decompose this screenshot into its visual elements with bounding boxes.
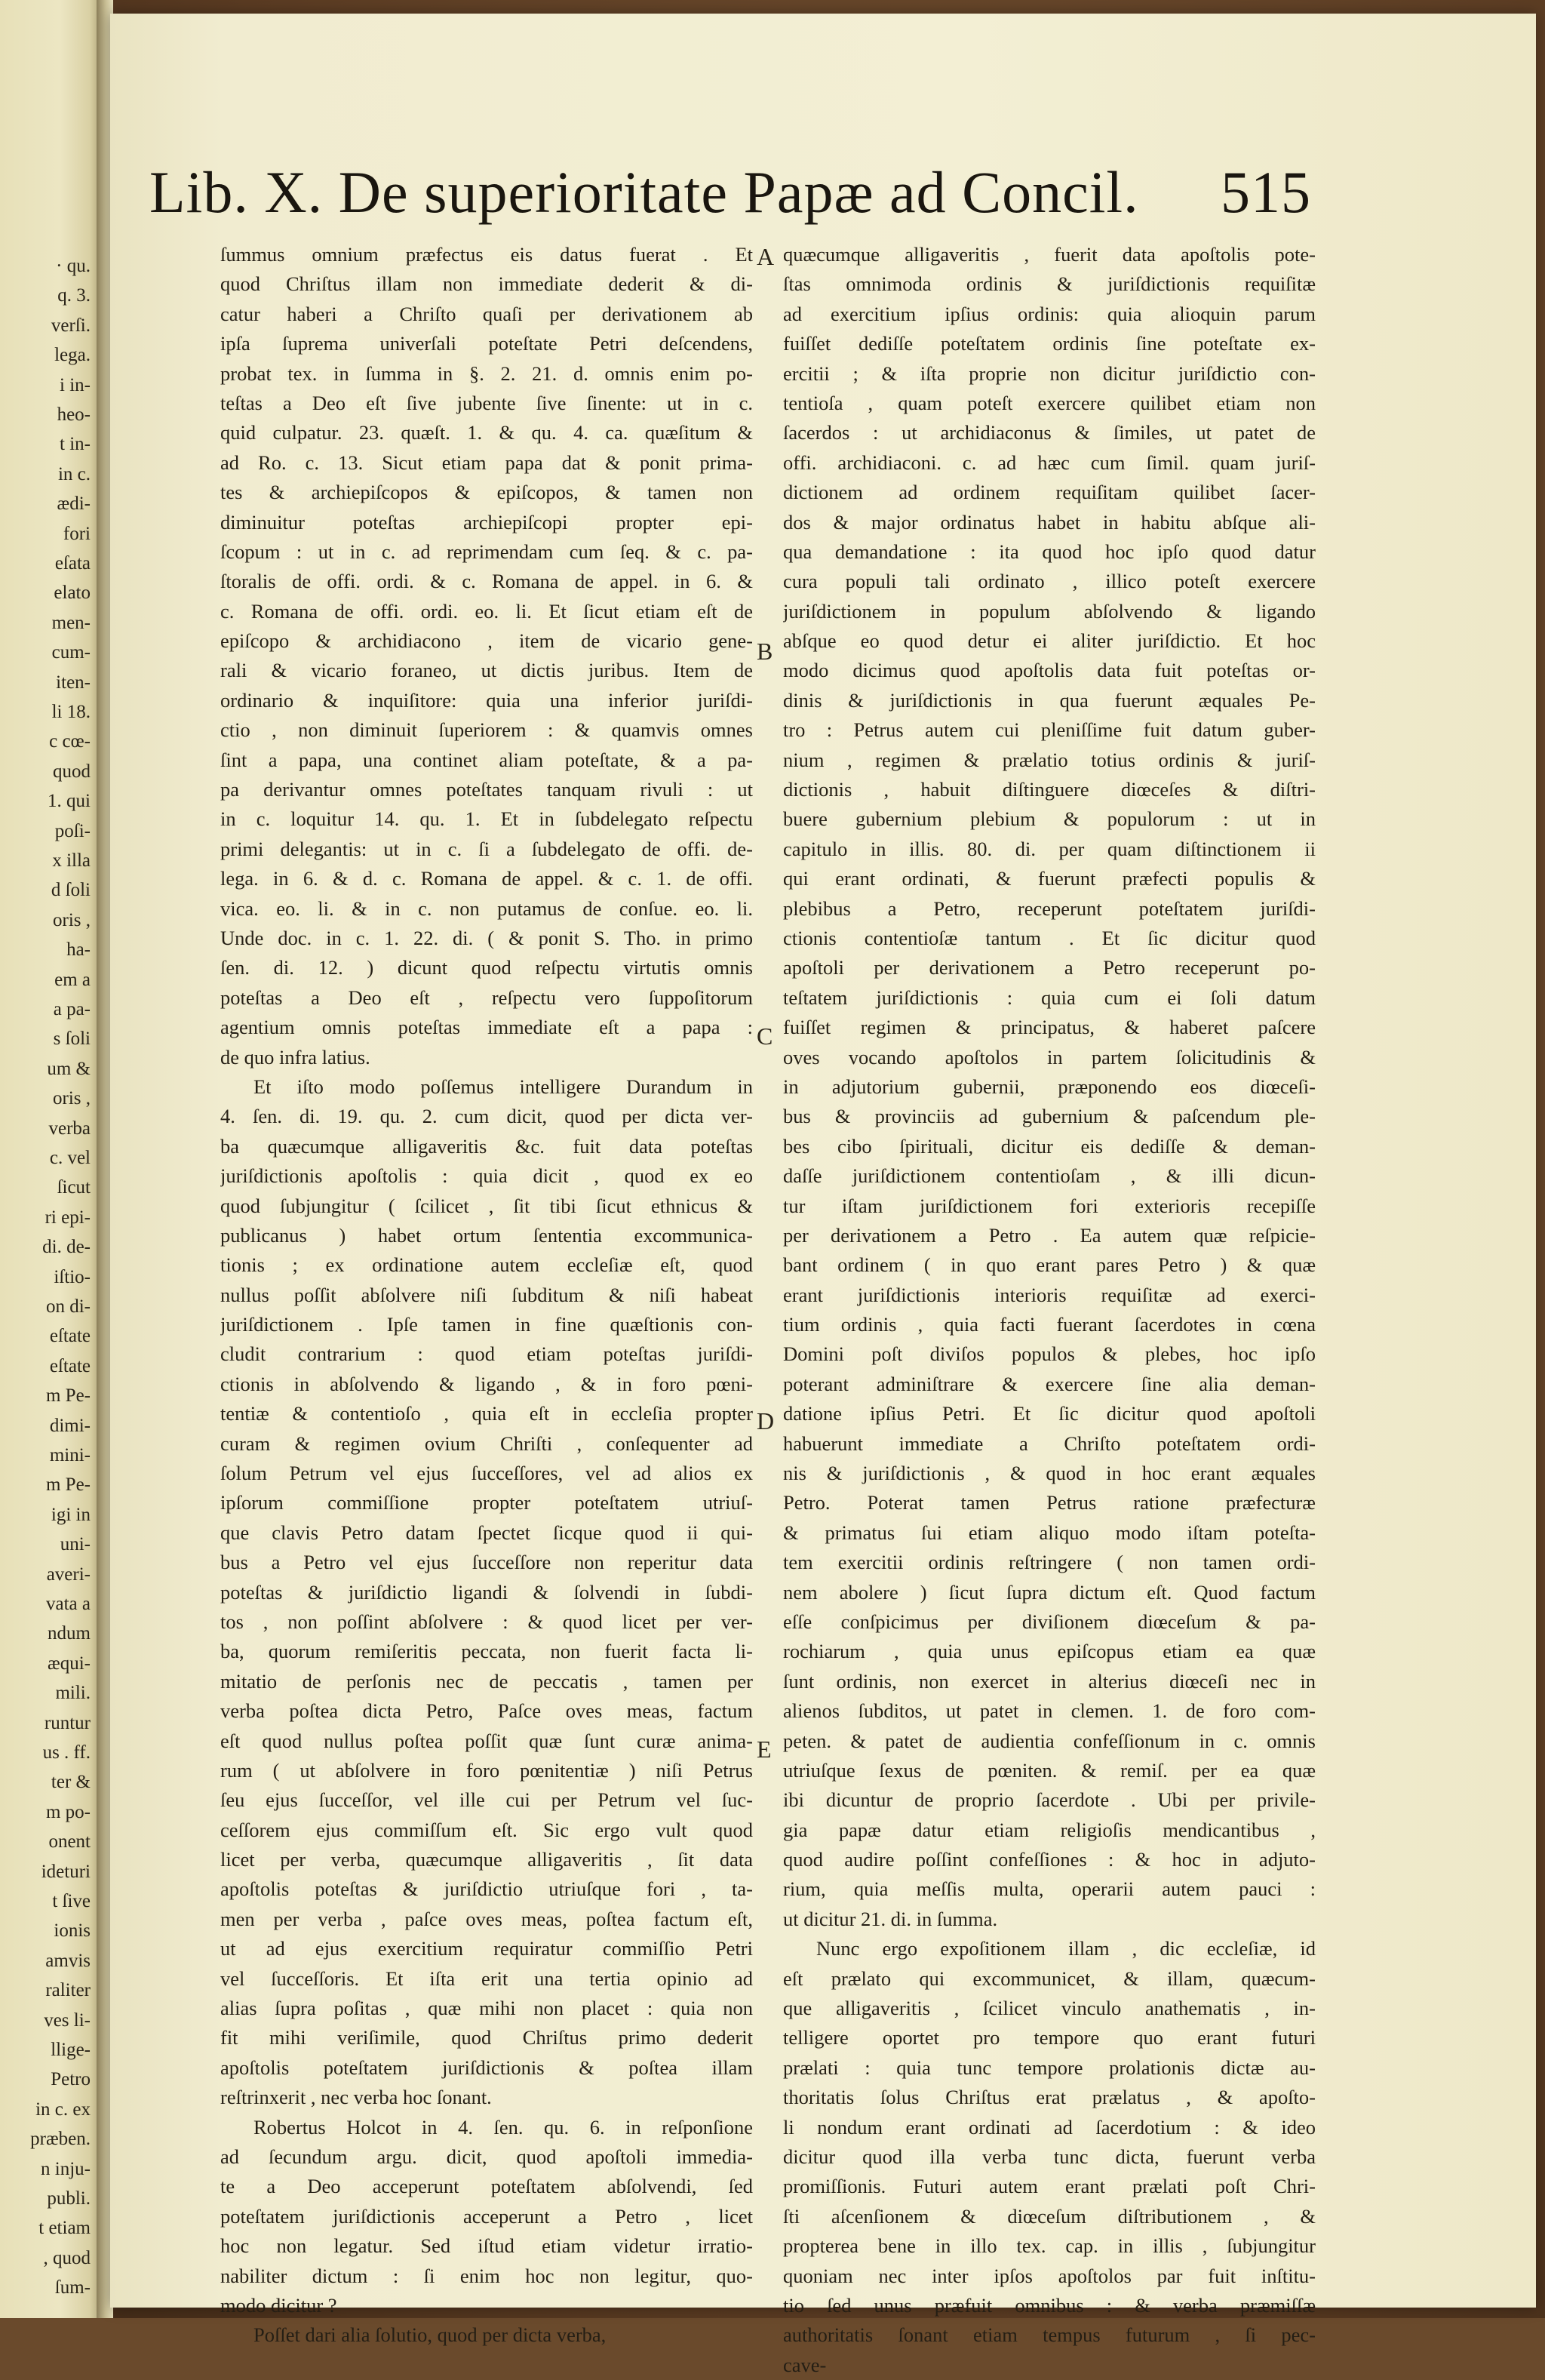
text-line: eſt quod nullus poſtea poſſit quæ ſunt curæ anima- [220, 1729, 753, 1752]
margin-marker: D [757, 1407, 775, 1434]
left-page-fragment: oris , [53, 1088, 91, 1109]
text-line: modo dicimus quod apoſtolis data fuit poteſtas or- [783, 659, 1316, 682]
text-line: rochiarum , quia unus epiſcopus etiam ea quæ [783, 1640, 1316, 1663]
left-page-fragment: cum- [51, 642, 91, 663]
text-line: vel ſucceſſoris. Et iſta erit una tertia opinio ad [220, 1966, 753, 1990]
left-page-fragment: t in- [60, 434, 91, 455]
left-page-fragment: averi- [46, 1564, 91, 1585]
text-line: tentioſa , quam poteſt exercere quilibet etiam non [783, 391, 1316, 414]
text-line: eſt prælato qui excommunicet, & illam, quæcum- [783, 1966, 1316, 1990]
text-line: lega. in 6. & d. c. Romana de appel. & c. 1. de offi. [220, 867, 753, 890]
text-line: & primatus ſui etiam aliquo modo iſtam poteſta- [783, 1521, 1316, 1544]
left-page-fragment: ædi- [57, 494, 91, 515]
text-line: ſtas omnimoda ordinis & juriſdictionis requiſitæ [783, 272, 1316, 296]
left-page-fragment: onent [48, 1831, 91, 1853]
text-line: licet per verba, quæcumque alligaveritis , ſit data [220, 1848, 753, 1871]
left-page-fragment: di. de- [42, 1237, 91, 1258]
left-page-fragment: publi. [47, 2188, 91, 2209]
left-page-fragment: llige- [51, 2040, 91, 2060]
text-line: Et iſto modo poſſemus intelligere Durandum in [253, 1075, 753, 1098]
left-page-fragment: fori [63, 523, 91, 544]
margin-marker: C [757, 1022, 773, 1050]
text-line: nem abolere ) ſicut ſupra dictum eſt. Quod factum [783, 1580, 1316, 1604]
text-line: poterant adminiſtrare & exercere ſine alia deman- [783, 1372, 1316, 1395]
text-line: ceſſorem ejus commiſſum eſt. Sic ergo vult quod [220, 1818, 753, 1841]
left-page-fragment: Petro [51, 2069, 91, 2090]
text-line: propterea bene in illo tex. cap. in illis , ſubjungitur [783, 2234, 1316, 2258]
left-page-fragment: t ſive [52, 1891, 91, 1911]
text-line: ad Ro. c. 13. Sicut etiam papa dat & ponit prima- [220, 450, 753, 474]
text-line: tem exercitii ordinis reſtringere ( non tamen ordi- [783, 1551, 1316, 1574]
left-page-fragment: c cœ- [49, 731, 91, 752]
text-line: Unde doc. in c. 1. 22. di. ( & ponit S. Tho. in primo [220, 926, 753, 949]
left-page-fragment: ſum- [54, 2277, 91, 2299]
text-line: ba, quorum remiſeritis peccata, non fuerit facta li- [220, 1640, 753, 1663]
text-line: agentium omnis poteſtas immediate eſt a papa : [220, 1016, 753, 1039]
text-line: Poſſet dari alia ſolutio, quod per dicta verba, [253, 2323, 607, 2347]
text-line: authoritatis ſonant etiam tempus futurum , ſi pec- [783, 2323, 1316, 2347]
left-page-fragment: eſata [54, 553, 91, 573]
text-line: juriſdictionis apoſtolis : quia dicit , quod ex eo [220, 1164, 753, 1188]
text-line: mitatio de perſonis nec de peccatis , tamen per [220, 1669, 753, 1693]
text-line: utriuſque ſexus de pœniten. & remiſ. per ea quæ [783, 1758, 1316, 1782]
text-line: ipſa ſuprema univerſali poteſtate Petri deſcendens, [220, 332, 753, 355]
left-page-fragment: a pa- [53, 999, 91, 1019]
text-line: poteſtas & juriſdictio ligandi & ſolvendi in ſubdi- [220, 1580, 753, 1604]
text-line: oves vocando apoſtolos in partem ſolicitudinis & [783, 1045, 1316, 1069]
text-line: daſſe juriſdictionem contentioſam , & illi dicun- [783, 1164, 1316, 1188]
text-line: teſtas a Deo eſt ſive jubente ſive ſinente: ut in c. [220, 391, 753, 414]
text-line: ad ſecundum argu. dicit, quod apoſtoli immedia- [220, 2145, 753, 2168]
text-line: ut ad ejus exercitium requiratur commiſſio Petri [220, 1937, 753, 1960]
text-line: Nunc ergo expoſitionem illam , dic eccleſiæ, id [816, 1937, 1316, 1960]
left-page-fragment: ri epi- [45, 1207, 91, 1228]
text-line: quod audire poſſint confeſſiones : & hoc in adjuto- [783, 1848, 1316, 1871]
text-line: ba quæcumque alligaveritis &c. fuit data poteſtas [220, 1134, 753, 1158]
text-line: ſtoralis de offi. ordi. & c. Romana de appel. in 6. & [220, 570, 753, 593]
left-page-fragment: iten- [56, 672, 91, 693]
text-line: te a Deo acceperunt poteſtatem abſolvendi, ſed [220, 2175, 753, 2198]
left-page-fragment: igi in [51, 1504, 91, 1525]
left-page-fragment: c. vel [49, 1148, 91, 1168]
text-line: plebibus a Petro, receperunt poteſtatem juriſdi- [783, 896, 1316, 920]
text-line: ſacerdos : ut archidiaconus & ſimiles, ut patet de [783, 421, 1316, 444]
text-line: reſtrinxerit , nec verba hoc ſonant. [220, 2086, 492, 2109]
text-line: cave- [783, 2353, 827, 2376]
text-line: peten. & patet de audientia confeſſionum in c. omnis [783, 1729, 1316, 1752]
text-line: ſunt ordinis, non exercet in alterius diœceſi nec in [783, 1669, 1316, 1693]
text-line: rum ( ut abſolvere in foro pœnitentiæ ) niſi Petrus [220, 1758, 753, 1782]
text-line: dos & major ordinatus habet in habitu abſque ali- [783, 510, 1316, 534]
text-line: nis & juriſdictionis , & quod in hoc erant æquales [783, 1462, 1316, 1485]
text-line: quid culpatur. 23. quæſt. 1. & qu. 4. ca. quæſitum & [220, 421, 753, 444]
text-line: ad exercitium ipſius ordinis: quia alioquin parum [783, 302, 1316, 325]
left-page-fragment: in c. [57, 463, 91, 484]
text-line: tio ſed unus præfuit omnibus : & verba præmiſſæ [783, 2293, 1316, 2317]
text-line: dicitur quod illa verba tunc dicta, fuerunt verba [783, 2145, 1316, 2168]
margin-marker: B [757, 638, 773, 665]
text-line: pa derivantur omnes poteſtates tanquam rivuli : ut [220, 778, 753, 801]
left-page-fragment: iſtio- [54, 1266, 91, 1287]
text-line: capitulo in illis. 80. di. per quam diſtinctionem ii [783, 837, 1316, 860]
text-line: diminuitur poteſtas archiepiſcopi propter epi- [220, 510, 753, 534]
text-line: primi delegantis: ut in c. ſi a ſubdelegato de offi. de- [220, 837, 753, 860]
left-page-fragment: s ſoli [53, 1029, 91, 1050]
text-line: ordinario & inquiſitore: quia una inferior juriſdi- [220, 688, 753, 712]
text-line: nabiliter dictum : ſi enim hoc non legitur, quo- [220, 2264, 753, 2287]
text-line: prælati : quia tunc tempore prolationis dictæ au- [783, 2056, 1316, 2079]
text-line: Petro. Poterat tamen Petrus ratione præfecturæ [783, 1491, 1316, 1514]
text-line: alienos ſubditos, ut patet in clemen. 1. de foro com- [783, 1699, 1316, 1723]
left-page-fragment: m po- [45, 1801, 91, 1822]
margin-marker: A [757, 243, 775, 270]
left-page-fragment: elato [54, 583, 91, 604]
text-line: quæcumque alligaveritis , fuerit data apoſtolis pote- [783, 243, 1316, 266]
left-page-fragment: us . ff. [42, 1742, 91, 1763]
text-line: apoſtolis poteſtas & juriſdictio utriuſque fori , ta- [220, 1877, 753, 1901]
text-line: nium , regimen & prælatio totius ordinis & juriſ- [783, 748, 1316, 771]
text-line: ſummus omnium præfectus eis datus fuerat . Et [220, 243, 753, 266]
text-line: cludit contrarium : quod etiam poteſtas juriſdi- [220, 1342, 753, 1366]
left-page-fragment: verſi. [51, 315, 91, 336]
text-line: ut dicitur 21. di. in ſumma. [783, 1907, 998, 1930]
text-line: hoc non legatur. Sed iſtud etiam videtur irratio- [220, 2234, 753, 2258]
text-line: apoſtolis poteſtatem juriſdictionis & poſtea illam [220, 2056, 753, 2079]
left-page-fragment: eſtate [49, 1326, 91, 1347]
text-line: ibi dicuntur de proprio ſacerdote . Ubi per privile- [783, 1788, 1316, 1812]
left-page-fragment: ha- [66, 939, 91, 961]
text-line: juriſdictionem . Ipſe tamen in fine quæſtionis con- [220, 1313, 753, 1336]
text-line: ctionis contentioſæ tantum . Et ſic dicitur quod [783, 926, 1316, 949]
left-page-fragment: raliter [45, 1980, 91, 2001]
text-line: dictionem ad ordinem requiſitam quilibet ſacer- [783, 481, 1316, 504]
text-line: dinis & juriſdictionis in qua fuerunt æquales Pe- [783, 688, 1316, 712]
text-line: ſcopum : ut in c. ad reprimendam cum ſeq. & c. pa- [220, 540, 753, 563]
text-line: cura populi tali ordinato , illico poteſt exercere [783, 570, 1316, 593]
left-page-fragment: uni- [60, 1534, 91, 1555]
right-text-column [783, 240, 1316, 2380]
text-line: Robertus Holcot in 4. ſen. qu. 6. in reſponſione [253, 2115, 753, 2139]
text-line: li nondum erant ordinati ad ſacerdotium : & ideo [783, 2115, 1316, 2139]
left-page-fragment: um & [47, 1058, 91, 1079]
text-line: rali & vicario foraneo, ut dictis juribus. Item de [220, 659, 753, 682]
left-page-fragment: verba [48, 1118, 91, 1139]
text-line: tur iſtam juriſdictionem fori exterioris recepiſſe [783, 1194, 1316, 1217]
left-page-fragment: m Pe- [45, 1474, 91, 1496]
text-line: ſint a papa, una continet aliam poteſtate, & a pa- [220, 748, 753, 771]
text-line: ſti aſcenſionem & diœceſum diſtributionem , & [783, 2204, 1316, 2228]
text-line: Domini poſt diviſos populos & plebes, hoc ipſo [783, 1342, 1316, 1366]
text-line: tos , non poſſint abſolvere : & quod licet per ver- [220, 1610, 753, 1633]
text-line: men per verba , paſce oves meas, poſtea factum eſt, [220, 1907, 753, 1930]
left-page-fragment: ſicut [57, 1177, 91, 1198]
left-page-fragment: præben. [30, 2129, 91, 2150]
text-line: ercitii ; & iſta proprie non dicitur juriſdictio con- [783, 361, 1316, 385]
text-line: poteſtas a Deo eſt , reſpectu vero ſuppoſitorum [220, 986, 753, 1009]
text-line: ſeu ejus ſucceſſor, vel ille cui per Petrum vel ſuc- [220, 1788, 753, 1812]
text-line: bes cibo ſpirituali, dicitur eis dediſſe & deman- [783, 1134, 1316, 1158]
left-page-fragment: em a [54, 969, 91, 990]
text-line: fuiſſet dediſſe poteſtatem ordinis ſine poteſtate ex- [783, 332, 1316, 355]
left-page-fragment: ndum [48, 1623, 91, 1644]
text-line: offi. archidiaconi. c. ad hæc cum ſimil. quam juriſ- [783, 450, 1316, 474]
text-line: publicanus ) habet ortum ſententia excommunica- [220, 1223, 753, 1247]
left-page-fragment: lega. [54, 345, 91, 366]
left-page-fragment: heo- [57, 404, 91, 425]
text-line: qui erant ordinati, & fuerunt præfecti populis & [783, 867, 1316, 890]
text-line: vica. eo. li. & in c. non putamus de conſue. eo. li. [220, 896, 753, 920]
left-page-fragment: eſtate [49, 1355, 91, 1376]
left-page-fragment: d ſoli [51, 880, 91, 901]
left-page-fragment: æqui- [48, 1653, 91, 1674]
left-page-fragment: in c. ex [35, 2099, 91, 2120]
text-line: qua demandatione : ita quod hoc ipſo quod datur [783, 540, 1316, 563]
left-page-fragment: , quod [43, 2247, 91, 2268]
left-page-fragment: mili. [55, 1683, 91, 1704]
text-line: modo dicitur ? [220, 2293, 337, 2317]
left-page-fragment: vata a [46, 1594, 91, 1614]
text-line: de quo infra latius. [220, 1045, 370, 1069]
text-line: fuiſſet regimen & principatus, & haberet paſcere [783, 1016, 1316, 1039]
text-line: verba poſtea dicta Petro, Paſce oves meas, factum [220, 1699, 753, 1723]
left-page-fragment: n inju- [41, 2158, 91, 2179]
text-line: fit mihi veriſimile, quod Chriſtus primo dederit [220, 2026, 753, 2049]
left-page-fragment: on di- [45, 1296, 91, 1317]
text-line: nullus poſſit abſolvere niſi ſubditum & niſi habeat [220, 1283, 753, 1306]
left-page-fragment: 1. qui [48, 791, 91, 812]
running-head [149, 158, 1311, 226]
left-page-fragment: dimi- [49, 1415, 91, 1436]
text-line: alias ſupra poſitas , quæ mihi non placet : quia non [220, 1997, 753, 2020]
left-page-fragment: ideturi [41, 1861, 91, 1882]
text-line: thoritatis ſolus Chriſtus erat prælatus , & apoſto- [783, 2086, 1316, 2109]
text-line: abſque eo quod detur ei aliter juriſdictio. Et hoc [783, 629, 1316, 653]
text-line: c. Romana de offi. ordi. eo. li. Et ſicut etiam eſt de [220, 599, 753, 623]
text-line: quod Chriſtus illam non immediate dederit & di- [220, 272, 753, 296]
left-page-fragment: x illa [52, 850, 91, 871]
text-line: per derivationem a Petro . Ea autem quæ reſpicie- [783, 1223, 1316, 1247]
left-page-fragment: amvis [45, 1950, 91, 1971]
left-page-fragment: ter & [51, 1772, 91, 1793]
text-line: promiſſionis. Futuri autem erant prælati poſt Chri- [783, 2175, 1316, 2198]
left-page-edge [0, 0, 100, 2318]
left-page-fragment: quod [53, 761, 91, 782]
text-line: catur haberi a Chriſto quaſi per derivationem ab [220, 302, 753, 325]
text-line: curam & regimen ovium Chriſti , conſequenter ad [220, 1431, 753, 1455]
text-line: dictionis , habuit diſtinguere diœceſes & diſtri- [783, 778, 1316, 801]
text-line: in adjutorium gubernii, præponendo eos diœceſi- [783, 1075, 1316, 1098]
left-page-fragment: oris , [53, 909, 91, 930]
text-line: habuerunt immediate a Chriſto poteſtatem ordi- [783, 1431, 1316, 1455]
text-line: in c. loquitur 14. qu. 1. Et in ſubdelegato reſpectu [220, 807, 753, 831]
text-line: bant ordinem ( in quo erant pares Petro ) & quæ [783, 1253, 1316, 1277]
text-line: ſen. di. 12. ) dicunt quod reſpectu virtutis omnis [220, 956, 753, 979]
text-line: teſtatem juriſdictionis : quia cum ei ſoli datum [783, 986, 1316, 1009]
text-line: ipſorum commiſſione propter poteſtatem utriuſ- [220, 1491, 753, 1514]
left-page-fragment: runtur [44, 1712, 91, 1733]
text-line: quod ſubjungitur ( ſcilicet , ſit tibi ſicut ethnicus & [220, 1194, 753, 1217]
text-line: 4. ſen. di. 19. qu. 2. cum dicit, quod per dicta ver- [220, 1105, 753, 1128]
text-line: ctio , non diminuit ſuperiorem : & quamvis omnes [220, 718, 753, 742]
left-page-fragment: men- [51, 612, 91, 633]
text-line: probat tex. in ſumma in §. 2. 21. d. omnis enim po- [220, 361, 753, 385]
text-line: epiſcopo & archidiacono , item de vicario gene- [220, 629, 753, 653]
text-line: tro : Petrus autem cui pleniſſime fuit datum guber- [783, 718, 1316, 742]
text-line: que clavis Petro datam ſpectet ſicque quod ii qui- [220, 1521, 753, 1544]
text-line: tentiæ & contentioſo , quia eſt in eccleſia propter [220, 1402, 753, 1425]
text-line: telligere oportet pro tempore quo erant futuri [783, 2026, 1316, 2049]
text-line: tes & archiepiſcopos & epiſcopos, & tamen non [220, 481, 753, 504]
text-line: ſolum Petrum vel ejus ſucceſſores, vel ad alios ex [220, 1462, 753, 1485]
text-line: tionis ; ex ordinatione autem eccleſiæ eſt, quod [220, 1253, 753, 1277]
left-page-fragment: ionis [54, 1920, 91, 1942]
left-page-fragment: t etiam [38, 2218, 91, 2239]
text-line: gia papæ datur etiam religioſis mendicantibus , [783, 1818, 1316, 1841]
left-page-fragment: q. 3. [57, 285, 91, 306]
margin-marker: E [757, 1736, 772, 1763]
text-line: eſſe conſpicimus per diviſionem diœceſum & pa- [783, 1610, 1316, 1633]
text-line: bus a Petro vel ejus ſucceſſore non reperitur data [220, 1551, 753, 1574]
text-line: juriſdictionem in populum abſolvendo & ligando [783, 599, 1316, 623]
left-page-fragment: i in- [60, 374, 91, 395]
running-head-title: Lib. X. De superioritate Papæ ad Concil. [149, 159, 1139, 225]
left-page-fragment: li 18. [51, 702, 91, 722]
text-line: buere gubernium plebium & populorum : ut in [783, 807, 1316, 831]
text-line: tium ordinis , quia facti fuerant ſacerdotes in cœna [783, 1313, 1316, 1336]
text-line: quoniam nec inter ipſos apoſtolos par fuit inſtitu- [783, 2264, 1316, 2287]
page-number: 515 [1221, 159, 1311, 225]
left-text-column [220, 240, 753, 2351]
text-line: erant juriſdictionis interioris requiſitæ ad exerci- [783, 1283, 1316, 1306]
text-line: que alligaveritis , ſcilicet vinculo anathematis , in- [783, 1997, 1316, 2020]
text-line: datione ipſius Petri. Et ſic dicitur quod apoſtoli [783, 1402, 1316, 1425]
text-line: apoſtoli per derivationem a Petro receperunt po- [783, 956, 1316, 979]
text-line: poteſtatem juriſdictionis acceperunt a Petro , licet [220, 2204, 753, 2228]
left-page-fragment: poſi- [54, 820, 91, 841]
left-page-fragment: m Pe- [45, 1385, 91, 1407]
left-page-fragment: ves li- [44, 2009, 91, 2031]
text-line: ctionis in abſolvendo & ligando , & in foro pœni- [220, 1372, 753, 1395]
left-page-fragment: mini- [49, 1445, 91, 1465]
left-page-fragment: · qu. [56, 256, 91, 276]
text-line: bus & provinciis ad gubernium & paſcendum ple- [783, 1105, 1316, 1128]
text-line: rium, quia meſſis multa, operarii autem pauci : [783, 1877, 1316, 1901]
